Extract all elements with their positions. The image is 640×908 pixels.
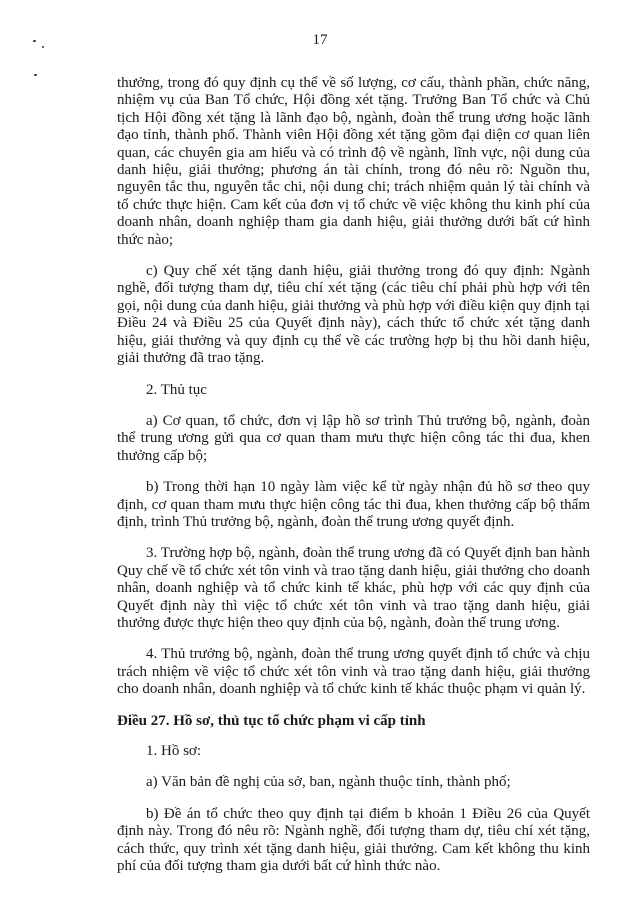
paragraph-dossier-a: a) Văn bản đề nghị của sở, ban, ngành thuộc tỉnh, thành phố;: [146, 774, 511, 791]
paragraph-clause-4: 4. Thủ trưởng bộ, ngành, đoàn thể trung ương quyết định tổ chức và chịu trách nhiệm về việc tổ chức xét tôn vinh và trao tặng danh hiệu, giải thưởng cho doanh nhân, doanh nghiệp và tổ chức kinh tế khác thuộc phạm vi quản lý.: [117, 646, 590, 698]
paragraph-clause-3: 3. Trường hợp bộ, ngành, đoàn thể trung ương đã có Quyết định ban hành Quy chế về tổ chức xét tôn vinh và trao tặng danh hiệu, giải thưởng cho doanh nhân, doanh nghiệp và tổ chức kinh tế khác, phù hợp với các quy định của Quyết định này thì việc tổ chức xét tôn vinh và trao tặng danh hiệu, giải thưởng được thực hiện theo quy định của bộ, ngành, đoàn thể trung ương.: [117, 545, 590, 631]
article-27-heading: Điều 27. Hồ sơ, thủ tục tổ chức phạm vi cấp tỉnh: [117, 712, 426, 729]
paragraph-dossier-b: b) Đề án tổ chức theo quy định tại điểm b khoản 1 Điều 26 của Quyết định này. Trong đó nêu rõ: Ngành nghề, đối tượng tham dự, tiêu chí xét tặng, cách thức, quy trình xét tặng danh hiệu, giải thưởng. Cam kết không thu kinh phí của đối tượng tham gia dưới bất cứ hình thức nào.: [117, 805, 590, 875]
paragraph-procedure-b: b) Trong thời hạn 10 ngày làm việc kể từ ngày nhận đủ hồ sơ theo quy định, cơ quan tham mưu thực hiện công tác thi đua, khen thưởng cấp bộ thẩm định, trình Thủ trưởng bộ, ngành, đoàn thể trung ương quyết định.: [117, 479, 590, 530]
paragraph-procedure-heading: 2. Thủ tục: [146, 381, 207, 398]
scan-speck: [34, 74, 37, 76]
paragraph-dossier-heading: 1. Hồ sơ:: [146, 743, 202, 759]
paragraph-continuation: thưởng, trong đó quy định cụ thể về số lượng, cơ cấu, thành phần, chức năng, nhiệm vụ của Ban Tổ chức, Hội đồng xét tặng. Trưởng Ban Tổ chức và Chủ tịch Hội đồng xét tặng là lãnh đạo bộ, ngành, đoàn thể trung ương hoặc lãnh đạo tỉnh, thành phố. Thành viên Hội đồng xét tặng gồm đại diện cơ quan liên quan, các chuyên gia am hiểu và có trình độ về ngành, lĩnh vực, nội dung của danh hiệu, giải thưởng; phương án tài chính, trong đó nêu rõ: Nguồn thu, nguyên tắc thu, nguyên tắc chi, nội dung chi; trách nhiệm quản lý tài chính và tổ chức thực hiện. Cam kết của đơn vị tổ chức về việc không thu kinh phí của doanh nhân, doanh nghiệp tham gia danh hiệu, giải thưởng dưới bất cứ hình thức nào;: [117, 75, 590, 248]
paragraph-item-c: c) Quy chế xét tặng danh hiệu, giải thưởng trong đó quy định: Ngành nghề, đối tượng tham dự, tiêu chí xét tặng (các tiêu chí phải phù hợp với tên gọi, nội dung của danh hiệu, giải thưởng và phù hợp với điều kiện quy định tại Điều 24 và Điều 25 của Quyết định này), cách thức tổ chức xét tặng danh hiệu, giải thưởng và quy định cụ thể về các trường hợp bị thu hồi danh hiệu, giải thưởng đã trao tặng.: [117, 263, 590, 367]
document-body: [117, 75, 590, 889]
page-number: 17: [312, 32, 328, 48]
paragraph-procedure-a: a) Cơ quan, tổ chức, đơn vị lập hồ sơ trình Thủ trưởng bộ, ngành, đoàn thể trung ương gửi qua cơ quan tham mưu thực hiện công tác thi đua, khen thưởng cấp bộ;: [117, 412, 590, 464]
